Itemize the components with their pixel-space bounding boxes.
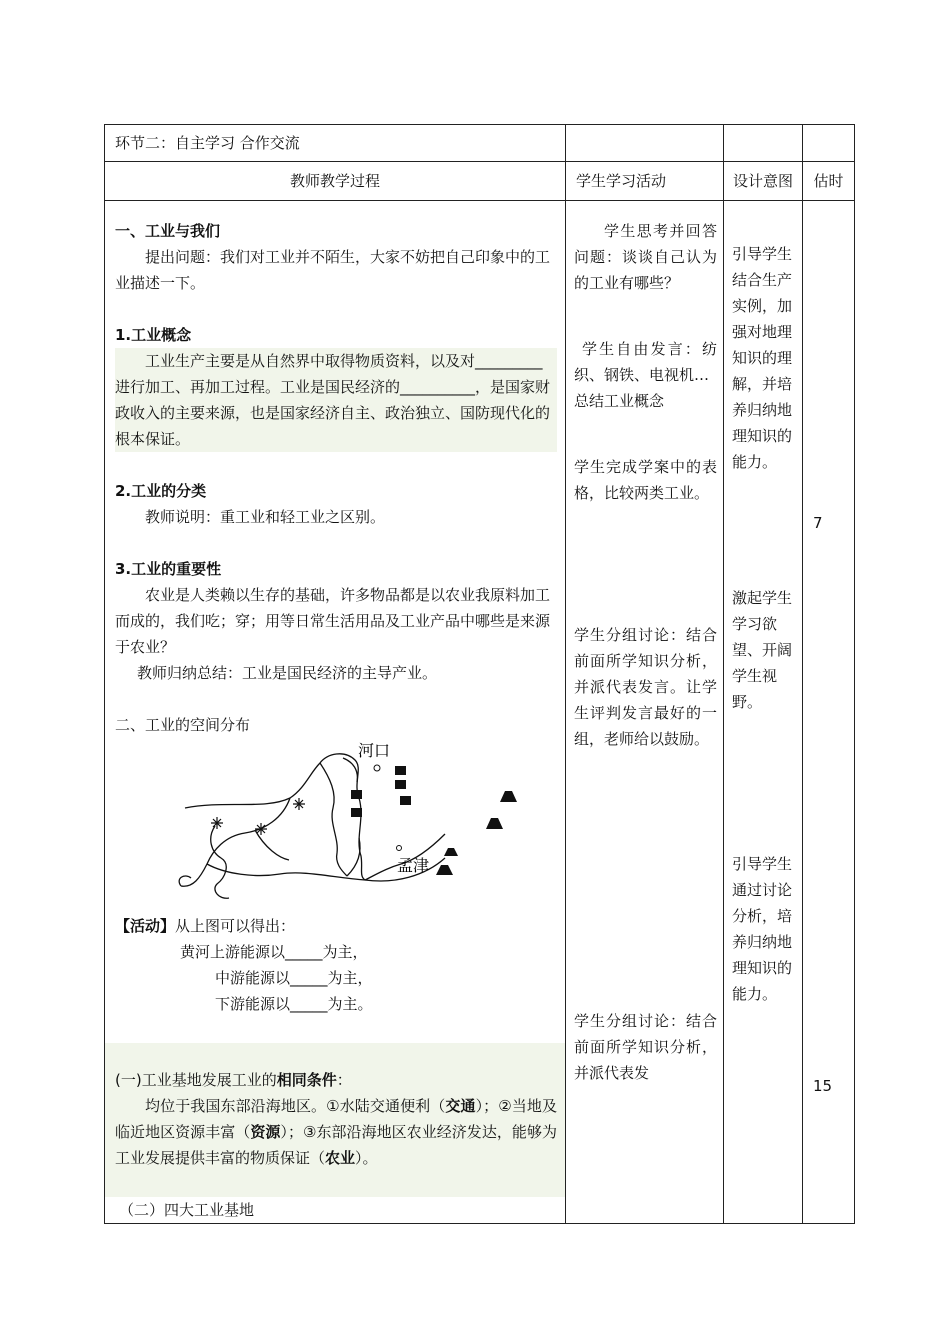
coal-marker [395, 766, 406, 775]
conditions-colon: ： [336, 1071, 352, 1089]
importance-summary: 教师归纳总结：工业是国民经济的主导产业。 [137, 664, 438, 682]
oil-marker [436, 865, 453, 875]
coal-marker [395, 780, 406, 789]
empty-cell [724, 125, 803, 162]
student-activity-5: 学生分组讨论：结合前面所学知识分析，并派代表发言。让学生评判发言最好的一组，老师给以鼓励。 [574, 626, 717, 748]
student-activity-1: 学生思考并回答问题：谈谈自己认为的工业有哪些？ [574, 222, 717, 292]
header-time: 估时 [803, 162, 855, 201]
student-activity-6: 学生分组讨论：结合前面所学知识分析，并派代表发 [574, 1012, 717, 1082]
activity-lower: 下游能源以_____为主。 [215, 995, 373, 1013]
yellow-river-map-drawing [115, 738, 545, 913]
header-student: 学生学习活动 [566, 162, 724, 201]
coal-marker [351, 808, 362, 817]
four-bases-title: （二）四大工业基地 [119, 1201, 255, 1219]
student-activity-4: 学生完成学案中的表格，比较两类工业。 [574, 458, 717, 502]
section-2-title: 二、工业的空间分布 [115, 716, 251, 734]
student-activity-3: 总结工业概念 [574, 392, 665, 410]
oil-marker [500, 791, 517, 802]
stage-row [105, 125, 855, 162]
conditions-prefix: (一)工业基地发展工业的 [115, 1071, 277, 1089]
activity-text: 从上图可以得出： [175, 917, 296, 935]
stage-title: 环节二：自主学习 合作交流 [105, 125, 566, 162]
header-row [105, 162, 855, 201]
concept-text: 工业生产主要是从自然界中取得物质资料，以及对_________进行加工、再加工过程。工业是国民经济的__________，是国家财政收入的主要来源，也是国家经济自主、政治独立、国防现代化的根本保证。 [115, 348, 557, 452]
mengjin-point [397, 846, 402, 851]
student-column [566, 201, 724, 1224]
yellow-river-map [115, 738, 557, 913]
time-estimate-1: 7 [813, 514, 823, 532]
activity-upper: 黄河上游能源以_____为主， [180, 943, 368, 961]
section-1-text: 提出问题：我们对工业并不陌生，大家不妨把自己印象中的工业描述一下。 [115, 248, 551, 292]
oil-marker [444, 848, 458, 856]
design-intent-2: 激起学生学习欲望、开阔学生视野。 [732, 589, 793, 711]
coal-marker [400, 796, 411, 805]
design-column [724, 201, 803, 1224]
empty-cell [566, 125, 724, 162]
empty-cell [803, 125, 855, 162]
content-row [105, 201, 855, 1224]
coal-marker [351, 790, 362, 799]
conditions-text: 均位于我国东部沿海地区。①水陆交通便利（交通）；②当地及临近地区资源丰富（资源）；③东部沿海地区农业经济发达，能够为工业发展提供丰富的物质保证（农业）。 [115, 1097, 557, 1167]
header-teacher: 教师教学过程 [105, 162, 566, 201]
section-1-title: 一、工业与我们 [115, 222, 221, 240]
lesson-plan-table [104, 124, 855, 1224]
map-label-hekou: 河口 [358, 741, 391, 760]
time-column [803, 201, 855, 1224]
importance-title: 3.工业的重要性 [115, 560, 222, 578]
design-intent-3: 引导学生通过讨论分析，培养归纳地理知识的能力。 [732, 855, 793, 1003]
activity-middle: 中游能源以_____为主， [215, 969, 373, 987]
hydro-marker [293, 798, 305, 810]
hydro-marker [211, 817, 223, 829]
classification-title: 2.工业的分类 [115, 482, 207, 500]
map-label-mengjin: 孟津 [397, 856, 430, 875]
hekou-point [374, 765, 380, 771]
time-estimate-2: 15 [813, 1077, 833, 1095]
student-activity-2: 学生自由发言：纺织、钢铁、电视机… [574, 340, 717, 384]
oil-marker [486, 818, 503, 829]
conditions-bold: 相同条件 [276, 1071, 337, 1089]
concept-title: 1.工业概念 [115, 326, 192, 344]
header-design: 设计意图 [724, 162, 803, 201]
design-intent-1: 引导学生结合生产实例，加强对地理知识的理解，并培养归纳地理知识的能力。 [732, 245, 793, 471]
activity-label: 【活动】 [115, 917, 176, 935]
classification-text: 教师说明：重工业和轻工业之区别。 [145, 508, 386, 526]
importance-text: 农业是人类赖以生存的基础，许多物品都是以农业我原料加工而成的，我们吃；穿；用等日常生活用品及工业产品中哪些是来源于农业？ [115, 586, 551, 656]
teacher-column [105, 201, 566, 1224]
